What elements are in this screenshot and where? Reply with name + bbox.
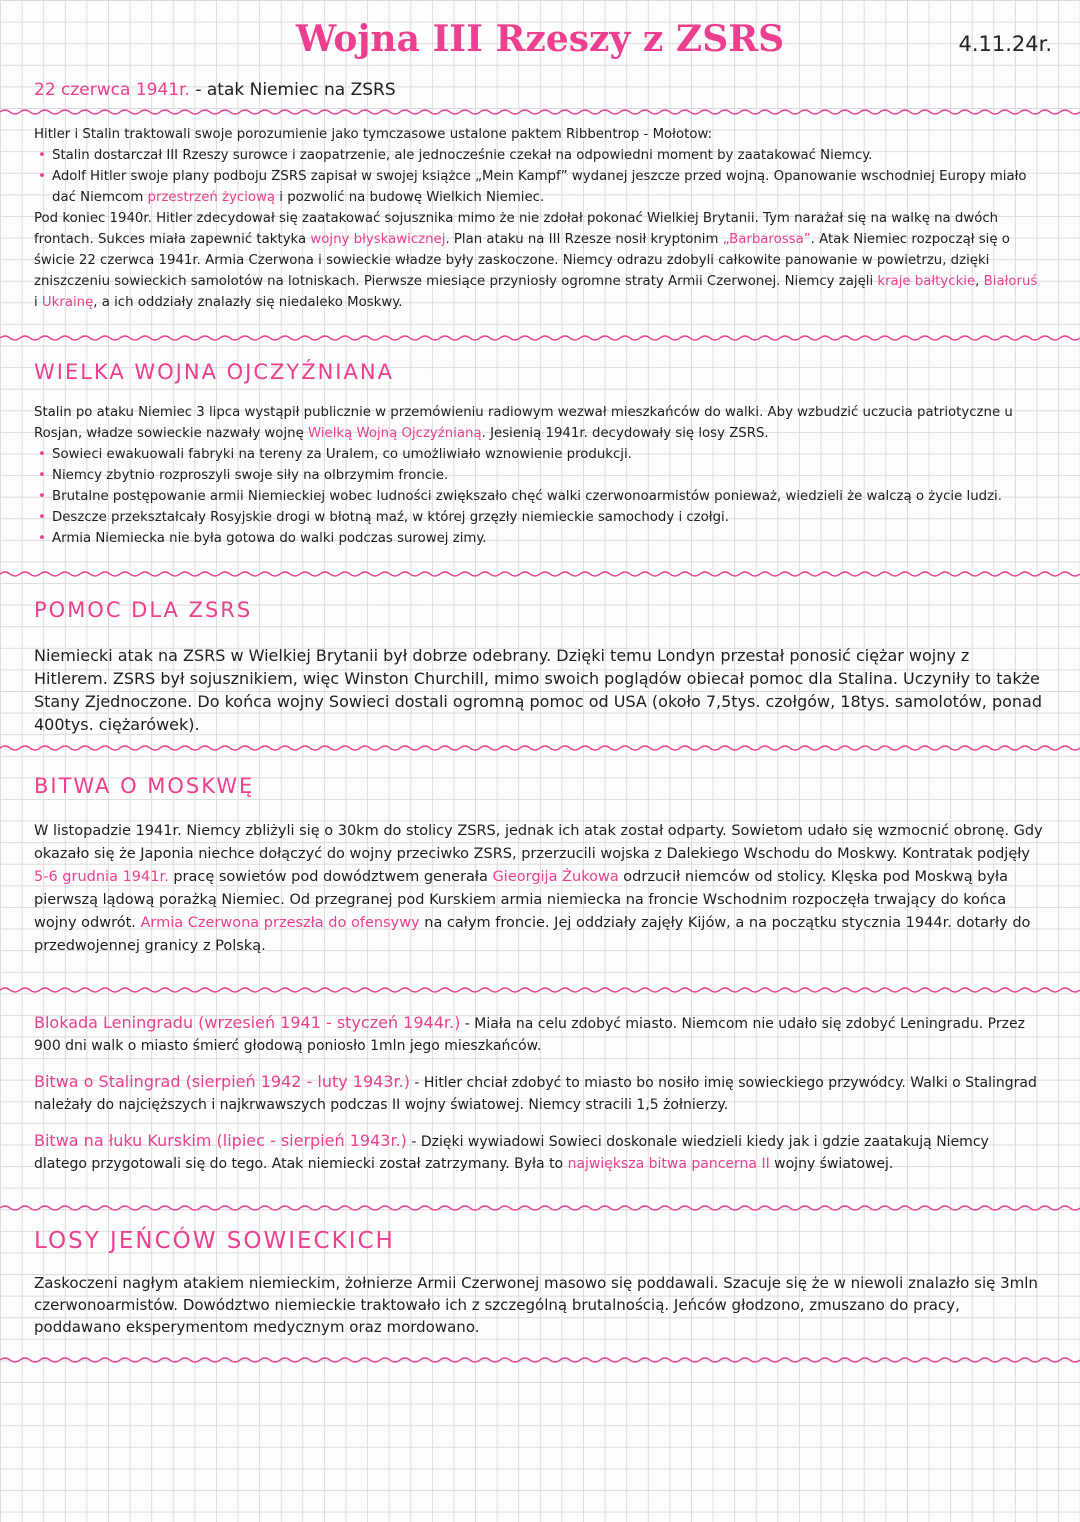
wwo-paragraph [34, 402, 1046, 444]
highlight-barbarossa: „Barbarossa” [722, 232, 811, 247]
heading-jency: LOSY JEŃCÓW SOWIECKICH [34, 1228, 395, 1254]
intro-sep: , [975, 274, 984, 289]
moskwa-text-3: odrzucił niemców od stolicy. Klęska pod Moskwą była pierwszą lądową porażką Niemiec. Od przegranej pod Kurskiem armia niemiecka na froncie Wschodnim rozpoczęła trwający do końca wojny odwrót. [34, 869, 1009, 931]
wwo-bullet: • Sowieci ewakuowali fabryki na tereny za Uralem, co umożliwiało wznowienie produkcji. [52, 444, 1046, 465]
intro-bullet-end: i pozwolić na budowę Wielkich Niemiec. [275, 190, 545, 205]
intro-text-1: Pod koniec 1940r. Hitler zdecydował się zaatakować sojusznika mimo że nie zdołał pokonać Wielkiej Brytanii. Tym narażał się na walkę na dwóch frontach. Sukces miała zapewnić taktyka [34, 211, 999, 247]
heading-moskwa: BITWA O MOSKWĘ [34, 774, 255, 798]
intro-bullet: • Stalin dostarczał III Rzeszy surowce i zaopatrzenie, ale jednocześnie czekał na odpowiedni moment by zaatakować Niemcy. [52, 145, 1044, 166]
pomoc-text: Niemiecki atak na ZSRS w Wielkiej Brytanii był dobrze odebrany. Dzięki temu Londyn przestał ponosić ciężar wojny z Hitlerem. ZSRS był sojusznikiem, więc Winston Churchill, mimo swoich poglądów obiecał pomoc dla Stalina. Uczyniły to także Stany Zjednoczone. Do końca wojny Sowieci dostali ogromną pomoc od USA (około 7,5tys. czołgów, 18tys. samolotów, ponad 400tys. ciężarówek). [34, 646, 1043, 734]
bitwy-section [34, 1012, 1046, 1175]
wwo-bullet: • Brutalne postępowanie armii Niemieckiej wobec ludności zwiększało chęć walki czerwonoarmistów ponieważ, wiedzieli że walczą o życie ludzi. [52, 486, 1046, 507]
highlight-wwo: Wielką Wojną Ojczyźnianą [307, 426, 482, 441]
leningrad-text: - Miała na celu zdobyć miasto. Niemcom nie udało się zdobyć Leningradu. Przez 900 dni walk o miasto śmierć głodową poniosło 1mln jego mieszkańców. [34, 1016, 1025, 1054]
stalingrad-text: - Hitler chciał zdobyć to miasto bo nosiło imię sowieckiego przywódcy. Walki o Stalingrad należały do najcięższych i najkrwawszych podczas II wojny światowej. Niemcy stracili 1,5 żołnierzy. [34, 1075, 1037, 1113]
divider-wave [0, 570, 1080, 578]
kursk-text-end: wojny światowej. [769, 1156, 894, 1172]
wwo-bullet: • Deszcze przekształcały Rosyjskie drogi w błotną maź, w której grzęzły niemieckie samochody i czołgi. [52, 507, 1046, 528]
wwo-bullet: • Armia Niemiecka nie była gotowa do walki podczas surowej zimy. [52, 528, 1046, 549]
jency-text: Zaskoczeni nagłym atakiem niemieckim, żołnierze Armii Czerwonej masowo się poddawali. Szacuje się że w niewoli znalazło się 3mln czerwonoarmistów. Dowództwo niemieckie traktowało ich z szczególną brutalnością. Jeńców głodzono, zmuszano do pracy, poddawano eksperymentom medycznym oraz mordowano. [34, 1274, 1038, 1336]
highlight-zukow: Gieorgija Żukowa [492, 869, 619, 885]
moskwa-paragraph [34, 820, 1044, 958]
intro-paragraph [34, 208, 1044, 313]
intro-bullets [34, 145, 1044, 208]
intro-text-4: , a ich oddziały znalazły się niedaleko Moskwy. [93, 295, 403, 310]
wwo-section [34, 402, 1046, 549]
moskwa-text-2: pracę sowietów pod dowództwem generała [168, 869, 493, 885]
intro-bullet [52, 166, 1044, 208]
start-date: 22 czerwca 1941r. [34, 80, 190, 100]
divider-wave [0, 334, 1080, 342]
page-title: Wojna III Rzeszy z ZSRS [295, 18, 785, 60]
highlight-bialorus: Białoruś [983, 274, 1038, 289]
intro-text-3: . Atak Niemiec rozpoczął się o świcie 22 czerwca 1941r. Armia Czerwona i sowieckie władze były zaskoczone. Niemcy odrazu zdobyli całkowite panowanie w powietrzu, dzięki zniszczeniu sowieckich samolotów na lotniskach. Pierwsze miesiące przyniosły ogromne straty Armii Czerwonej. Niemcy zajęli [34, 232, 1010, 289]
wwo-text-1: Stalin po ataku Niemiec 3 lipca wystąpił publicznie w przemówieniu radiowym wezwał mieszkańców do walki. Aby wzbudzić uczucia patriotyczne u Rosjan, władze sowieckie nazwały wojnę [34, 405, 1013, 441]
note-date: 4.11.24r. [958, 32, 1052, 56]
kursk-entry [34, 1130, 1046, 1175]
highlight-ukraina: Ukrainę [41, 295, 94, 310]
start-date-line [34, 80, 396, 100]
moskwa-text-1: W listopadzie 1941r. Niemcy zbliżyli się o 30km do stolicy ZSRS, jednak ich atak został odparty. Sowietom udało się wzmocnić obronę. Gdy okazało się że Japonia niechce dołączyć do wojny przeciwko ZSRS, przerzucili wojska z Dalekiego Wschodu do Moskwy. Kontratak podjęły [34, 823, 1043, 862]
highlight-wojna-blyskawiczna: wojny błyskawicznej [310, 232, 446, 247]
intro-lead: Hitler i Stalin traktowali swoje porozumienie jako tymczasowe ustalone paktem Ribbentrop - Mołotow: [34, 127, 713, 142]
heading-wwo: WIELKA WOJNA OJCZYŹNIANA [34, 360, 394, 384]
intro-text-2: . Plan ataku na III Rzesze nosił kryptonim [445, 232, 723, 247]
highlight-grudzien: 5-6 grudnia 1941r. [34, 869, 169, 885]
intro-bullet-text: Adolf Hitler swoje plany podboju ZSRS zapisał w swojej książce „Mein Kampf” wydanej jeszcze przed wojną. Opanowanie wschodniej Europy miało dać Niemcom [52, 169, 1027, 205]
intro-section [34, 124, 1044, 313]
highlight-przestrzen: przestrzeń życiową [147, 190, 276, 205]
start-note: - atak Niemiec na ZSRS [189, 80, 396, 100]
stalingrad-title: Bitwa o Stalingrad (sierpień 1942 - luty 1943r.) [34, 1072, 410, 1091]
stalingrad-entry [34, 1071, 1046, 1116]
highlight-kursk: największa bitwa pancerna II [567, 1156, 770, 1172]
wwo-text-2: . Jesienią 1941r. decydowały się losy ZSRS. [481, 426, 769, 441]
wwo-bullet: • Niemcy zbytnio rozproszyli swoje siły na olbrzymim froncie. [52, 465, 1046, 486]
heading-pomoc: POMOC DLA ZSRS [34, 598, 253, 622]
intro-sep: i [34, 295, 42, 310]
leningrad-title: Blokada Leningradu (wrzesień 1941 - styczeń 1944r.) [34, 1013, 461, 1032]
divider-wave [0, 986, 1080, 994]
moskwa-text-4: na całym froncie. Jej oddziały zajęły Kijów, a na początku stycznia 1944r. dotarły do przedwojennej granicy z Polską. [34, 915, 1031, 954]
highlight-ofensywa: Armia Czerwona przeszła do ofensywy [140, 915, 420, 931]
moskwa-section [34, 820, 1044, 958]
divider-wave [0, 744, 1080, 752]
kursk-title: Bitwa na łuku Kurskim (lipiec - sierpień 1943r.) [34, 1131, 407, 1150]
highlight-kraje: kraje bałtyckie [877, 274, 976, 289]
wwo-bullets [34, 444, 1046, 549]
divider-wave [0, 1356, 1080, 1364]
leningrad-entry [34, 1012, 1046, 1057]
kursk-text: - Dzięki wywiadowi Sowieci doskonale wiedzieli kiedy jak i gdzie zaatakują Niemcy dlatego przygotowali się do tego. Atak niemiecki został zatrzymany. Była to [34, 1134, 989, 1172]
divider-wave [0, 1204, 1080, 1212]
divider-wave [0, 108, 1080, 116]
